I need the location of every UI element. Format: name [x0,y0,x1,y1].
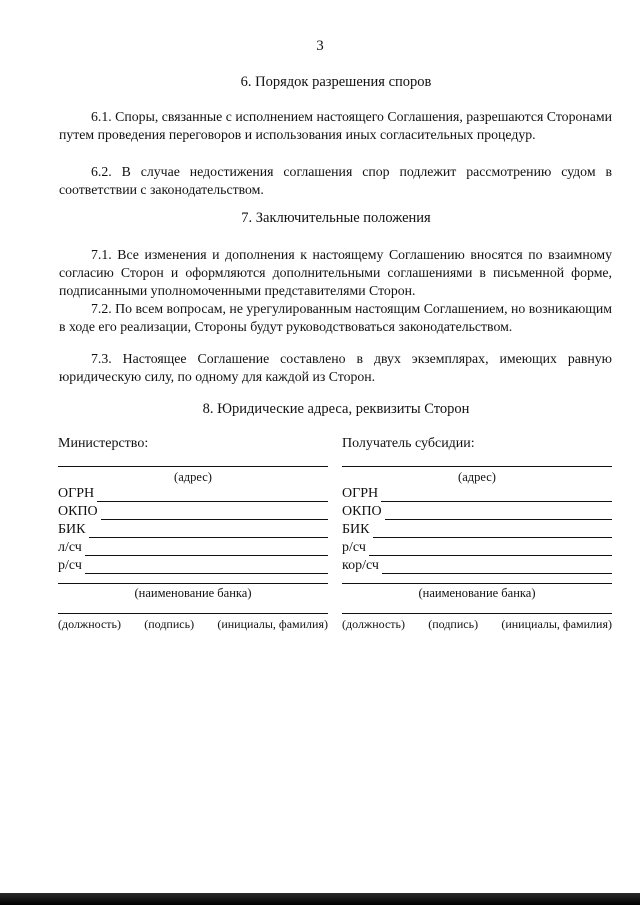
ministry-title: Министерство: [58,436,149,451]
personal-account-field[interactable] [58,538,328,556]
settlement-account-field[interactable] [58,556,328,574]
paragraph-6-2 [59,163,612,199]
page-number: 3 [316,38,324,54]
paragraph-6-1 [59,108,612,144]
address-caption: (адрес) [174,470,212,484]
position-caption: (должность) [58,617,121,631]
field-label: ОГРН [342,486,379,501]
field-line[interactable] [101,505,328,520]
signature-captions [58,617,328,632]
okpo-field[interactable] [58,502,328,520]
recipient-title: Получатель субсидии: [342,436,475,451]
address-caption: (адрес) [458,470,496,484]
paragraph-7-1-text: 7.1. Все изменения и дополнения к настоящему Соглашению вносятся по взаимному согласию Сторон и оформляются дополнительными соглашениями в письменной форме, подписанными уполномоченными представителями Сторон. [59,247,612,299]
paragraph-7-1 [59,246,612,301]
signature-captions [342,617,612,632]
bank-line[interactable] [342,583,612,584]
field-label: р/сч [342,540,366,555]
paragraph-7-3 [59,350,612,386]
signature-line[interactable] [58,613,328,614]
paragraph-7-2-text: 7.2. По всем вопросам, не урегулированным настоящим Соглашением, но возникающим в ходе его реализации, Стороны будут руководствоваться законодательством. [59,301,612,335]
field-line[interactable] [385,505,612,520]
section-6-heading: 6. Порядок разрешения споров [240,74,432,90]
address-line[interactable] [58,466,328,467]
scan-bottom-edge [0,893,640,905]
field-line[interactable] [382,559,612,574]
bik-field[interactable] [58,520,328,538]
settlement-account-field[interactable] [342,538,612,556]
initials-caption: (инициалы, фамилия) [217,617,328,631]
paragraph-6-2-text: 6.2. В случае недостижения соглашения спор подлежит рассмотрению судом в соответствии с законодательством. [59,164,612,198]
correspondent-account-field[interactable] [342,556,612,574]
field-line[interactable] [373,523,613,538]
paragraph-7-3-text: 7.3. Настоящее Соглашение составлено в двух экземплярах, имеющих равную юридическую силу, по одному для каждой из Сторон. [59,351,612,385]
ogrn-field[interactable] [58,484,328,502]
field-label: ОКПО [342,504,382,519]
field-line[interactable] [85,541,328,556]
section-8-heading: 8. Юридические адреса, реквизиты Сторон [202,401,470,417]
paragraph-6-1-text: 6.1. Споры, связанные с исполнением настоящего Соглашения, разрешаются Сторонами путем проведения переговоров и использования иных согласительных процедур. [59,109,612,143]
bank-line[interactable] [58,583,328,584]
field-line[interactable] [97,487,328,502]
signature-caption: (подпись) [144,617,195,631]
field-label: БИК [58,522,86,537]
position-caption: (должность) [342,617,405,631]
signature-line[interactable] [342,613,612,614]
field-line[interactable] [381,487,612,502]
field-label: ОКПО [58,504,98,519]
field-line[interactable] [369,541,612,556]
address-line[interactable] [342,466,612,467]
field-label: кор/сч [342,558,379,573]
bank-caption: (наименование банка) [418,586,536,600]
signature-caption: (подпись) [428,617,479,631]
field-line[interactable] [85,559,328,574]
okpo-field[interactable] [342,502,612,520]
field-label: р/сч [58,558,82,573]
paragraph-7-2 [59,300,612,336]
initials-caption: (инициалы, фамилия) [501,617,612,631]
field-label: ОГРН [58,486,95,501]
section-7-heading: 7. Заключительные положения [241,210,431,226]
ogrn-field[interactable] [342,484,612,502]
field-label: БИК [342,522,370,537]
field-label: л/сч [58,540,82,555]
bank-caption: (наименование банка) [134,586,252,600]
bik-field[interactable] [342,520,612,538]
field-line[interactable] [89,523,329,538]
